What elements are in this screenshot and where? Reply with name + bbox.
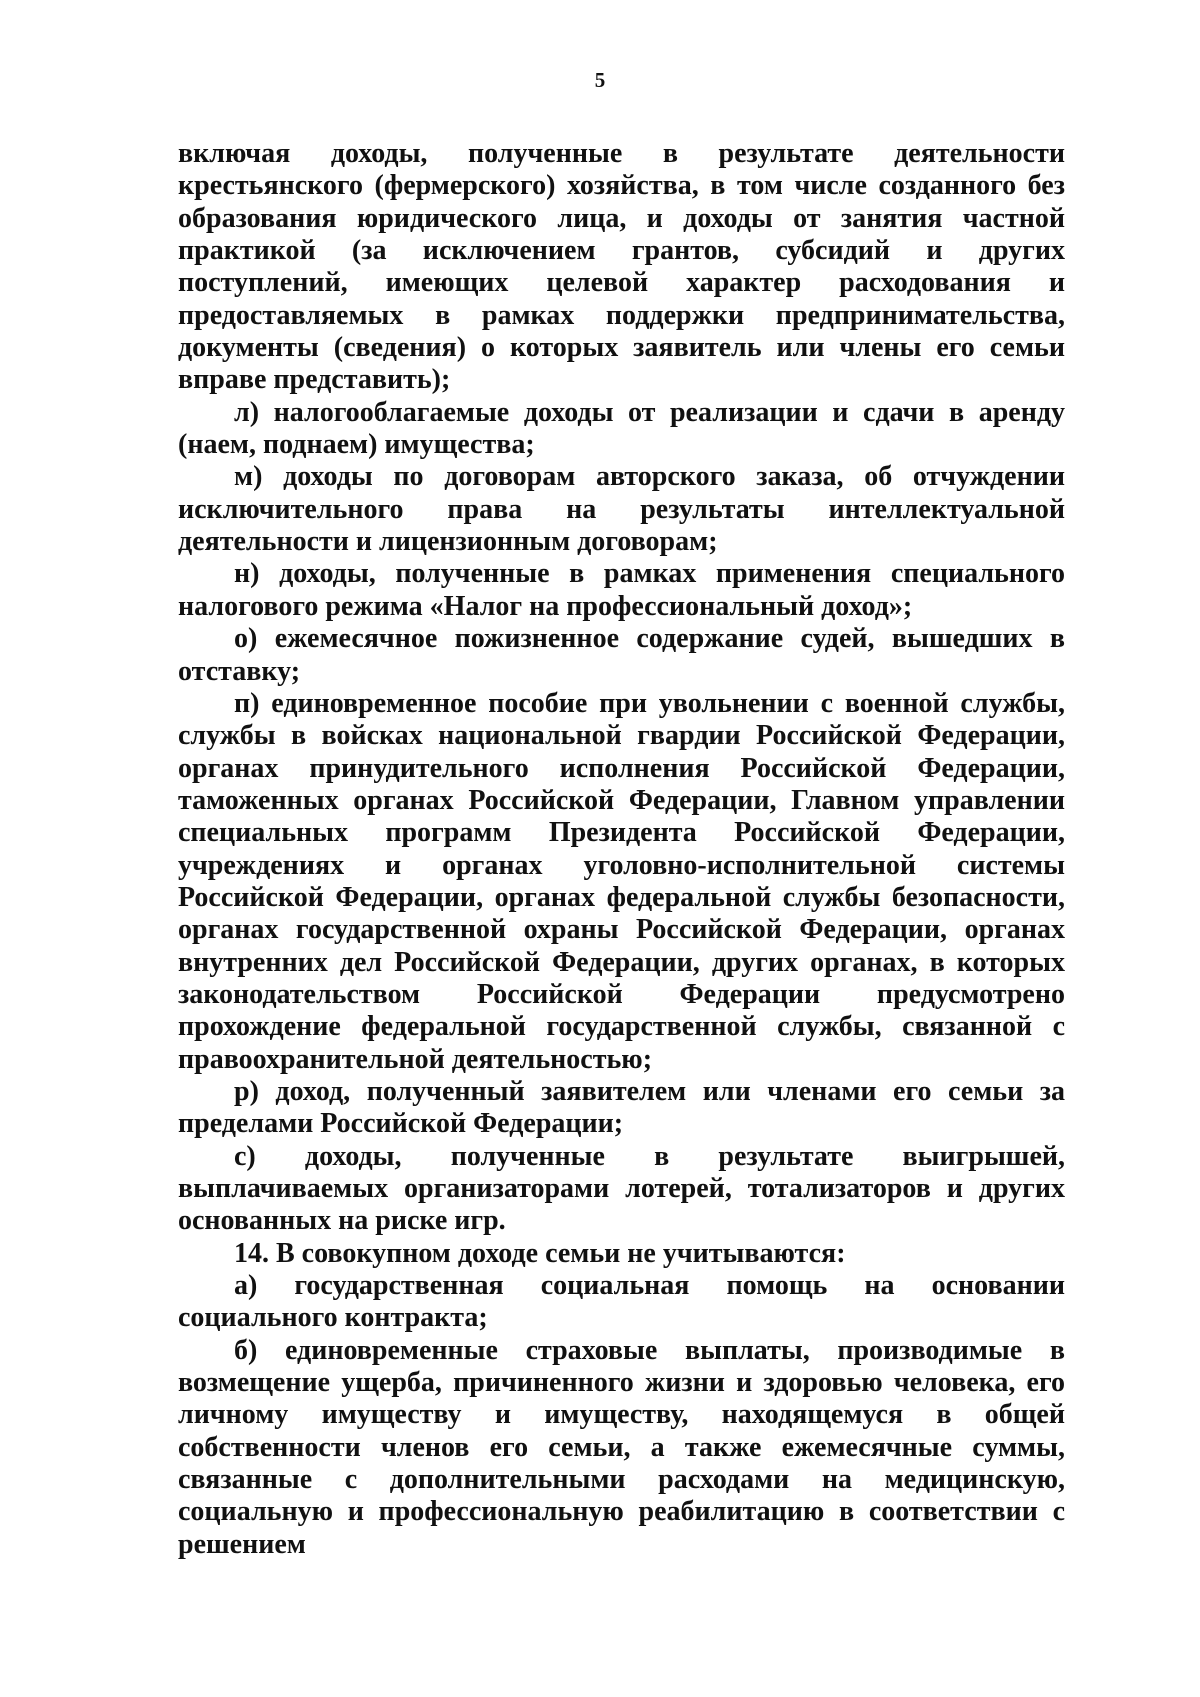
paragraph-item-p: п) единовременное пособие при увольнении с военной службы, службы в войсках национальной гвардии Российской Федерации, органах принудительного исполнения Российской Федерации, таможенных органах Российской Федерации, Главном управлении специальных программ Президента Российской Федерации, учреждениях и органах уголовно-исполнительной системы Российской Федерации, органах федеральной службы безопасности, органах государственной охраны Российской Федерации, органах внутренних дел Российской Федерации, других органах, в которых законодательством Российской Федерации предусмотрено прохождение федеральной государственной службы, связанной с правоохранительной деятельностью; — [178, 687, 1065, 1075]
paragraph-item-a: а) государственная социальная помощь на основании социального контракта; — [178, 1270, 1065, 1334]
paragraph-item-l: л) налогооблагаемые доходы от реализации и сдачи в аренду (наем, поднаем) имущества; — [178, 396, 1065, 461]
page-number: 5 — [594, 68, 606, 92]
paragraph-item-b: б) единовременные страховые выплаты, производимые в возмещение ущерба, причиненного жизни и здоровью человека, его личному имуществу и имуществу, находящемуся в общей собственности членов его семьи, а также ежемесячные суммы, связанные с дополнительными расходами на медицинскую, социальную и профессиональную реабилитацию в соответствии с решением — [178, 1334, 1065, 1560]
paragraph-item-r: р) доход, полученный заявителем или членами его семьи за пределами Российской Федерации; — [178, 1075, 1065, 1140]
paragraph-item-n: н) доходы, полученные в рамках применения специального налогового режима «Налог на профессиональный доход»; — [178, 558, 1065, 622]
paragraph-section-14: 14. В совокупном доходе семьи не учитываются: — [234, 1237, 846, 1269]
paragraph-item-s: с) доходы, полученные в результате выигрышей, выплачиваемых организаторами лотерей, тотализаторов и других основанных на риске игр. — [178, 1140, 1065, 1237]
document-body — [178, 138, 1065, 1561]
paragraph-item-m: м) доходы по договорам авторского заказа, об отчуждении исключительного права на результаты интеллектуальной деятельности и лицензионным договорам; — [178, 461, 1065, 558]
paragraph-continuation: включая доходы, полученные в результате деятельности крестьянского (фермерского) хозяйства, в том числе созданного без образования юридического лица, и доходы от занятия частной практикой (за исключением грантов, субсидий и других поступлений, имеющих целевой характер расходования и предоставляемых в рамках поддержки предпринимательства, документы (сведения) о которых заявитель или члены его семьи вправе представить); — [178, 138, 1065, 396]
paragraph-item-o: о) ежемесячное пожизненное содержание судей, вышедших в отставку; — [178, 623, 1065, 687]
